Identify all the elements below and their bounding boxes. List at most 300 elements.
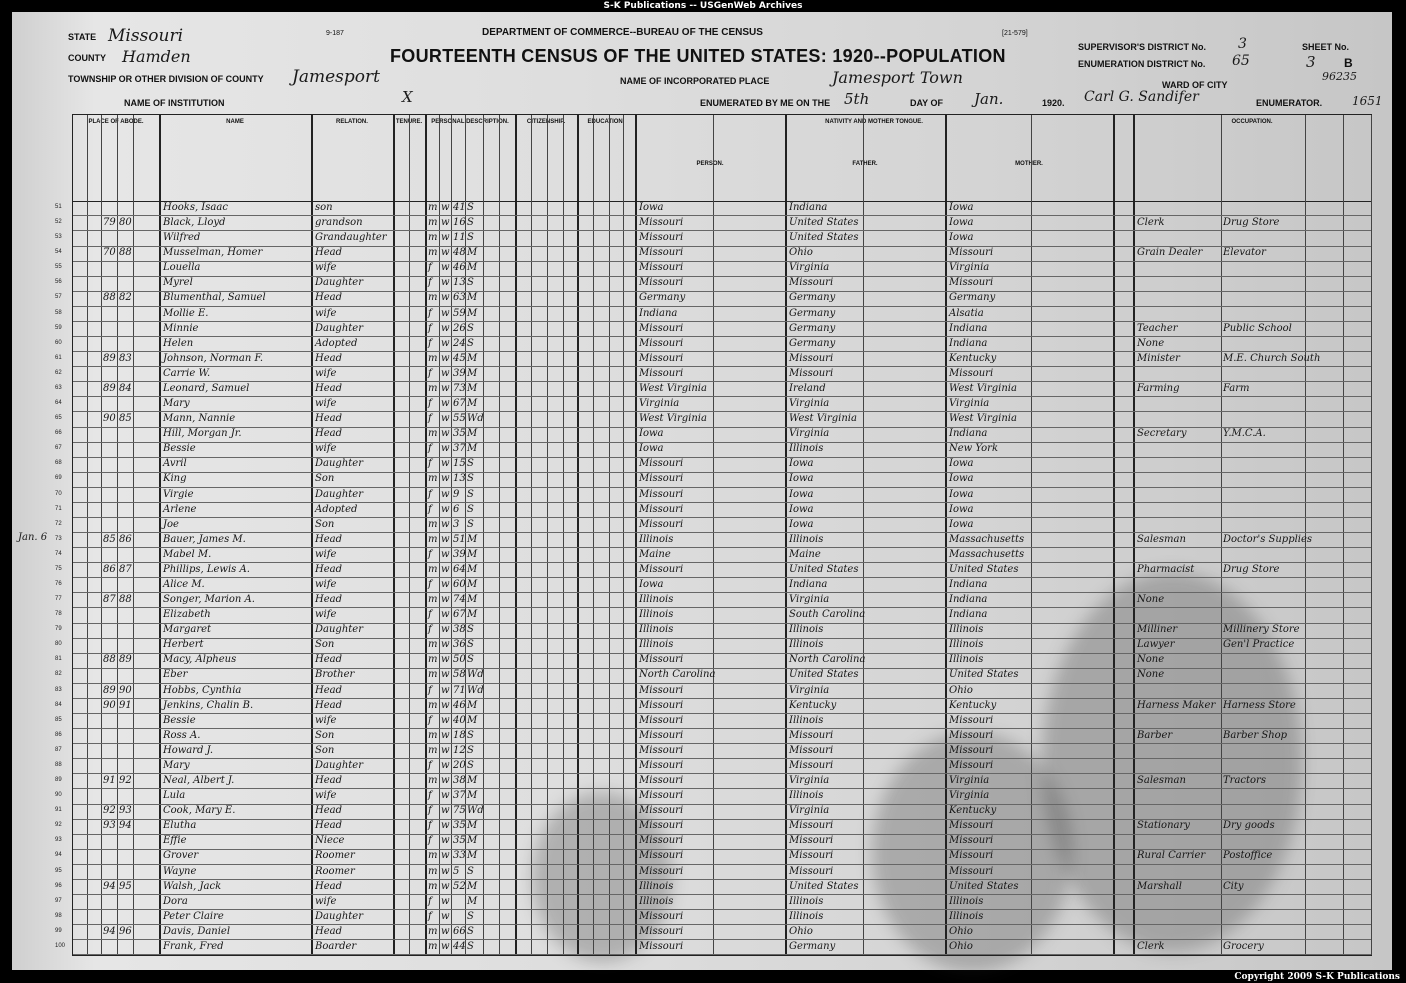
mother-birthplace: Missouri bbox=[949, 744, 994, 756]
group-name: NAME bbox=[226, 119, 244, 125]
mother-birthplace: Iowa bbox=[949, 503, 974, 515]
family-number: 85 bbox=[119, 413, 132, 425]
birthplace: Missouri bbox=[639, 684, 684, 696]
birthplace: Germany bbox=[639, 292, 686, 304]
marital-status: S bbox=[467, 639, 474, 651]
age: 5 bbox=[453, 865, 460, 877]
person-name: Leonard, Samuel bbox=[163, 382, 250, 394]
line-number: 89 bbox=[55, 777, 62, 784]
table-row bbox=[55, 201, 1371, 216]
line-number: 57 bbox=[55, 294, 62, 301]
father-birthplace: Iowa bbox=[789, 503, 814, 515]
mother-birthplace: Virginia bbox=[949, 775, 990, 787]
relation: Head bbox=[315, 820, 343, 832]
line-number: 93 bbox=[55, 837, 62, 844]
mother-birthplace: Ohio bbox=[949, 940, 973, 952]
line-number: 54 bbox=[55, 249, 62, 256]
mother-birthplace: Iowa bbox=[949, 473, 974, 485]
group-tenure: TENURE. bbox=[395, 119, 423, 125]
sex: m bbox=[428, 202, 438, 213]
marital-status: S bbox=[467, 518, 474, 530]
family-number: 95 bbox=[119, 880, 132, 892]
marital-status: M bbox=[467, 382, 478, 394]
line-number: 75 bbox=[55, 565, 62, 572]
father-birthplace: United States bbox=[789, 880, 859, 892]
group-occupation: OCCUPATION. bbox=[1231, 119, 1273, 125]
occupation: None bbox=[1137, 337, 1165, 349]
table-row bbox=[55, 276, 1371, 291]
marital-status: M bbox=[467, 307, 478, 319]
mother-birthplace: Germany bbox=[949, 292, 996, 304]
table-row bbox=[55, 352, 1371, 367]
industry: Elevator bbox=[1223, 247, 1266, 259]
sex: f bbox=[428, 413, 432, 425]
age: 46 bbox=[453, 699, 466, 711]
race: w bbox=[441, 548, 450, 560]
relation: wife bbox=[315, 579, 337, 590]
occupation: Harness Maker bbox=[1137, 699, 1216, 711]
person-name: Dora bbox=[163, 895, 188, 907]
relation: Head bbox=[315, 428, 343, 440]
occupation: None bbox=[1137, 594, 1165, 606]
father-birthplace: Illinois bbox=[789, 910, 824, 922]
relation: Roomer bbox=[315, 865, 355, 877]
relation: Brother bbox=[315, 669, 355, 681]
line-number: 71 bbox=[55, 505, 62, 512]
person-name: Bessie bbox=[163, 714, 196, 726]
sex: m bbox=[428, 639, 438, 651]
table-row bbox=[55, 910, 1371, 925]
dwelling-number: 90 bbox=[103, 699, 116, 711]
marital-status: S bbox=[467, 729, 474, 741]
race: w bbox=[441, 850, 450, 862]
person-name: Johnson, Norman F. bbox=[163, 352, 264, 364]
relation: Head bbox=[315, 292, 343, 304]
relation: Head bbox=[315, 684, 343, 696]
occupation: Barber bbox=[1137, 729, 1173, 741]
line-number: 67 bbox=[55, 445, 62, 452]
dwelling-number: 90 bbox=[103, 413, 116, 425]
person-name: Bauer, James M. bbox=[163, 533, 246, 545]
line-number: 90 bbox=[55, 792, 62, 799]
relation: Head bbox=[315, 775, 343, 787]
race: w bbox=[441, 714, 450, 726]
birthplace: Missouri bbox=[639, 458, 684, 470]
county-label: COUNTY bbox=[68, 53, 106, 63]
table-row bbox=[55, 699, 1371, 714]
age: 16 bbox=[453, 217, 466, 229]
relation: Son bbox=[315, 729, 335, 741]
race: w bbox=[441, 458, 450, 470]
race: w bbox=[441, 835, 450, 847]
mother-birthplace: Iowa bbox=[949, 488, 974, 500]
line-number: 88 bbox=[55, 761, 62, 768]
table-row bbox=[55, 533, 1371, 548]
person-name: Virgie bbox=[163, 488, 194, 500]
family-number: 87 bbox=[119, 563, 132, 575]
birthplace: Indiana bbox=[639, 307, 678, 319]
relation: wife bbox=[315, 548, 337, 560]
father-birthplace: Missouri bbox=[789, 759, 834, 771]
sex: m bbox=[428, 247, 438, 259]
line-number: 95 bbox=[55, 867, 62, 874]
birthplace: Illinois bbox=[639, 624, 674, 636]
relation: Daughter bbox=[315, 458, 363, 470]
relation: Roomer bbox=[315, 850, 355, 862]
birthplace: Missouri bbox=[639, 940, 684, 952]
relation: Head bbox=[315, 352, 343, 364]
birthplace: Illinois bbox=[639, 609, 674, 621]
table-row bbox=[55, 774, 1371, 789]
relation: son bbox=[315, 202, 333, 213]
industry: Public School bbox=[1223, 322, 1292, 334]
sex: m bbox=[428, 744, 438, 756]
father-birthplace: Germany bbox=[789, 322, 836, 334]
age: 38 bbox=[453, 775, 466, 787]
mother-birthplace: Iowa bbox=[949, 458, 974, 470]
occupation: Clerk bbox=[1137, 217, 1165, 229]
line-number: 73 bbox=[55, 535, 62, 542]
year-label: 1920. bbox=[1042, 98, 1065, 108]
township-label: TOWNSHIP OR OTHER DIVISION OF COUNTY bbox=[68, 74, 264, 84]
marital-status: S bbox=[467, 458, 474, 470]
line-number: 83 bbox=[55, 686, 62, 693]
table-row bbox=[55, 789, 1371, 804]
sex: f bbox=[428, 503, 432, 515]
dwelling-number: 79 bbox=[103, 217, 116, 229]
mother-birthplace: Missouri bbox=[949, 759, 994, 771]
father-birthplace: Iowa bbox=[789, 488, 814, 500]
age: 24 bbox=[453, 337, 466, 349]
person-name: Jenkins, Chalin B. bbox=[163, 699, 254, 711]
occupation: None bbox=[1137, 669, 1165, 681]
sex: f bbox=[428, 835, 432, 847]
age: 48 bbox=[453, 247, 466, 259]
father-birthplace: Iowa bbox=[789, 473, 814, 485]
father-birthplace: Virginia bbox=[789, 594, 830, 606]
race: w bbox=[441, 428, 450, 440]
county-value: Hamden bbox=[122, 47, 191, 66]
dwelling-number: 89 bbox=[103, 382, 116, 394]
person-name: Elutha bbox=[163, 820, 197, 832]
sex: m bbox=[428, 232, 438, 244]
age: 73 bbox=[453, 382, 466, 394]
marital-status: S bbox=[467, 624, 474, 636]
sex: m bbox=[428, 940, 438, 952]
sheet-value: 3 bbox=[1306, 53, 1316, 71]
mother-birthplace: Missouri bbox=[949, 729, 994, 741]
incorporated-value: Jamesport Town bbox=[832, 68, 963, 87]
race: w bbox=[441, 865, 450, 877]
person-name: Mary bbox=[163, 398, 190, 410]
marital-status: M bbox=[467, 594, 478, 606]
relation: wife bbox=[315, 367, 337, 379]
person-name: Minnie bbox=[163, 322, 199, 334]
table-row bbox=[55, 307, 1371, 322]
dwelling-number: 89 bbox=[103, 352, 116, 364]
relation: Son bbox=[315, 639, 335, 651]
marital-status: S bbox=[467, 488, 474, 500]
occupation: Lawyer bbox=[1137, 639, 1175, 651]
census-table bbox=[55, 114, 1372, 956]
occupation: Rural Carrier bbox=[1137, 850, 1206, 862]
relation: Head bbox=[315, 382, 343, 394]
mother-birthplace: Missouri bbox=[949, 247, 994, 259]
group-relation: RELATION. bbox=[336, 119, 368, 125]
table-row bbox=[55, 231, 1371, 246]
family-number: 93 bbox=[119, 805, 132, 817]
person-name: Musselman, Homer bbox=[163, 247, 263, 259]
mother-birthplace: Missouri bbox=[949, 820, 994, 832]
marital-status: M bbox=[467, 850, 478, 862]
institution-value: X bbox=[402, 88, 413, 106]
person-name: Phillips, Lewis A. bbox=[163, 563, 250, 575]
race: w bbox=[441, 579, 450, 590]
age: 26 bbox=[453, 322, 466, 334]
occupation: Clerk bbox=[1137, 940, 1165, 952]
sex: f bbox=[428, 262, 432, 274]
person-name: Alice M. bbox=[163, 579, 205, 590]
person-name: Hill, Morgan Jr. bbox=[163, 428, 242, 440]
line-number: 80 bbox=[55, 641, 62, 648]
sex: f bbox=[428, 277, 432, 289]
marital-status: M bbox=[467, 790, 478, 802]
birthplace: Missouri bbox=[639, 277, 684, 289]
table-row bbox=[55, 729, 1371, 744]
relation: Adopted bbox=[315, 337, 358, 349]
sex: f bbox=[428, 624, 432, 636]
age: 6 bbox=[453, 503, 460, 515]
race: w bbox=[441, 910, 450, 922]
birthplace: Missouri bbox=[639, 744, 684, 756]
birthplace: Illinois bbox=[639, 895, 674, 907]
birthplace: Illinois bbox=[639, 594, 674, 606]
race: w bbox=[441, 609, 450, 621]
race: w bbox=[441, 895, 450, 907]
sex: m bbox=[428, 729, 438, 741]
industry: Doctor's Supplies bbox=[1223, 533, 1313, 545]
dwelling-number: 89 bbox=[103, 684, 116, 696]
mother-birthplace: Virginia bbox=[949, 398, 990, 410]
person-name: Myrel bbox=[163, 277, 193, 289]
line-number: 97 bbox=[55, 897, 62, 904]
person-name: Macy, Alpheus bbox=[163, 654, 237, 666]
line-number: 51 bbox=[55, 204, 62, 210]
person-name: Mollie E. bbox=[163, 307, 209, 319]
table-row bbox=[55, 593, 1371, 608]
mother-birthplace: Indiana bbox=[949, 428, 988, 440]
sex: f bbox=[428, 367, 432, 379]
table-row bbox=[55, 668, 1371, 683]
table-row bbox=[55, 940, 1371, 955]
race: w bbox=[441, 413, 450, 425]
birthplace: West Virginia bbox=[639, 413, 707, 425]
birthplace: Missouri bbox=[639, 488, 684, 500]
birthplace: Missouri bbox=[639, 518, 684, 530]
father-birthplace: Virginia bbox=[789, 775, 830, 787]
occupation: Stationary bbox=[1137, 820, 1190, 832]
dwelling-number: 92 bbox=[103, 805, 116, 817]
sex: m bbox=[428, 473, 438, 485]
archive-banner: S-K Publications -- USGenWeb Archives bbox=[0, 0, 1406, 12]
father-birthplace: West Virginia bbox=[789, 413, 857, 425]
birthplace: Missouri bbox=[639, 654, 684, 666]
occupation: Teacher bbox=[1137, 322, 1178, 334]
supervisor-label: SUPERVISOR'S DISTRICT No. bbox=[1078, 42, 1206, 52]
line-number: 56 bbox=[55, 279, 62, 286]
line-number: 77 bbox=[55, 596, 62, 603]
marital-status: S bbox=[467, 232, 474, 244]
race: w bbox=[441, 624, 450, 636]
family-number: 91 bbox=[119, 699, 132, 711]
line-number: 68 bbox=[55, 460, 62, 467]
person-name: Blumenthal, Samuel bbox=[163, 292, 266, 304]
age: 13 bbox=[453, 473, 466, 485]
family-number: 88 bbox=[119, 247, 132, 259]
table-row bbox=[55, 744, 1371, 759]
mother-birthplace: Virginia bbox=[949, 262, 990, 274]
relation: Grandaughter bbox=[315, 232, 387, 244]
occupation: Minister bbox=[1137, 352, 1180, 364]
line-number: 65 bbox=[55, 415, 62, 422]
table-row bbox=[55, 322, 1371, 337]
table-row bbox=[55, 442, 1371, 457]
age: 63 bbox=[453, 292, 466, 304]
sex: f bbox=[428, 458, 432, 470]
person-name: Louella bbox=[163, 262, 201, 274]
table-row bbox=[55, 880, 1371, 895]
marital-status: S bbox=[467, 473, 474, 485]
marital-status: M bbox=[467, 880, 478, 892]
incorporated-label: NAME OF INCORPORATED PLACE bbox=[620, 76, 770, 86]
father-birthplace: Germany bbox=[789, 337, 836, 349]
person-name: Hooks, Isaac bbox=[163, 202, 228, 213]
father-birthplace: Missouri bbox=[789, 277, 834, 289]
person-name: Effie bbox=[163, 835, 187, 847]
table-row bbox=[55, 382, 1371, 397]
mother-birthplace: Massachusetts bbox=[949, 548, 1025, 560]
marital-status: S bbox=[467, 925, 474, 937]
family-number: 83 bbox=[119, 352, 132, 364]
race: w bbox=[441, 367, 450, 379]
line-number: 87 bbox=[55, 746, 62, 753]
marital-status: M bbox=[467, 443, 478, 455]
sheet-side: B bbox=[1344, 56, 1353, 70]
line-number: 53 bbox=[55, 234, 62, 241]
family-number: 80 bbox=[119, 217, 132, 229]
person-name: Helen bbox=[163, 337, 194, 349]
industry: City bbox=[1223, 880, 1244, 892]
sex: m bbox=[428, 382, 438, 394]
table-row bbox=[55, 865, 1371, 880]
father-birthplace: Maine bbox=[789, 548, 821, 560]
subgroup-father: FATHER. bbox=[852, 161, 878, 167]
father-birthplace: Ohio bbox=[789, 925, 813, 937]
sex: f bbox=[428, 759, 432, 771]
race: w bbox=[441, 277, 450, 289]
birthplace: Missouri bbox=[639, 232, 684, 244]
group-abode: PLACE OF ABODE. bbox=[88, 119, 144, 125]
father-birthplace: Illinois bbox=[789, 714, 824, 726]
race: w bbox=[441, 247, 450, 259]
age: 60 bbox=[453, 579, 466, 590]
copyright-notice: Copyright 2009 S-K Publications bbox=[1234, 972, 1400, 982]
race: w bbox=[441, 307, 450, 319]
father-birthplace: Illinois bbox=[789, 533, 824, 545]
mother-birthplace: United States bbox=[949, 880, 1019, 892]
person-name: Margaret bbox=[163, 624, 212, 636]
marital-status: S bbox=[467, 940, 474, 952]
age: 37 bbox=[453, 790, 466, 802]
mother-birthplace: Alsatia bbox=[949, 307, 984, 319]
dwelling-number: 70 bbox=[103, 247, 116, 259]
birthplace: Iowa bbox=[639, 443, 664, 455]
industry: M.E. Church South bbox=[1223, 352, 1321, 364]
sex: m bbox=[428, 594, 438, 606]
race: w bbox=[441, 473, 450, 485]
sex: f bbox=[428, 910, 432, 922]
mother-birthplace: Virginia bbox=[949, 790, 990, 802]
table-row bbox=[55, 548, 1371, 563]
mother-birthplace: Kentucky bbox=[949, 805, 997, 817]
race: w bbox=[441, 262, 450, 274]
line-number: 60 bbox=[55, 339, 62, 346]
mother-birthplace: Indiana bbox=[949, 609, 988, 621]
age: 71 bbox=[453, 684, 466, 696]
father-birthplace: Missouri bbox=[789, 865, 834, 877]
race: w bbox=[441, 669, 450, 681]
marital-status: S bbox=[467, 865, 474, 877]
table-row bbox=[55, 246, 1371, 261]
age: 74 bbox=[453, 594, 466, 606]
birthplace: Missouri bbox=[639, 835, 684, 847]
table-row bbox=[55, 608, 1371, 623]
father-birthplace: Missouri bbox=[789, 835, 834, 847]
age: 51 bbox=[453, 533, 466, 545]
table-row bbox=[55, 834, 1371, 849]
relation: Head bbox=[315, 654, 343, 666]
table-row bbox=[55, 623, 1371, 638]
race: w bbox=[441, 594, 450, 606]
occupation: Marshall bbox=[1137, 880, 1182, 892]
table-row bbox=[55, 638, 1371, 653]
birthplace: Iowa bbox=[639, 202, 664, 213]
marital-status: S bbox=[467, 277, 474, 289]
mother-birthplace: Missouri bbox=[949, 367, 994, 379]
sex: f bbox=[428, 322, 432, 334]
sex: f bbox=[428, 609, 432, 621]
sex: f bbox=[428, 307, 432, 319]
relation: Daughter bbox=[315, 488, 363, 500]
race: w bbox=[441, 382, 450, 394]
age: 35 bbox=[453, 835, 466, 847]
race: w bbox=[441, 322, 450, 334]
industry: Postoffice bbox=[1223, 850, 1273, 862]
relation: wife bbox=[315, 262, 337, 274]
sex: m bbox=[428, 533, 438, 545]
sex: f bbox=[428, 714, 432, 726]
relation: grandson bbox=[315, 217, 363, 229]
line-number: 94 bbox=[55, 852, 62, 859]
birthplace: Iowa bbox=[639, 579, 664, 590]
table-row bbox=[55, 849, 1371, 864]
age: 46 bbox=[453, 262, 466, 274]
mother-birthplace: Iowa bbox=[949, 202, 974, 213]
person-name: Mann, Nannie bbox=[163, 413, 236, 425]
race: w bbox=[441, 880, 450, 892]
age: 18 bbox=[453, 729, 466, 741]
supervisor-value: 3 bbox=[1238, 36, 1247, 52]
